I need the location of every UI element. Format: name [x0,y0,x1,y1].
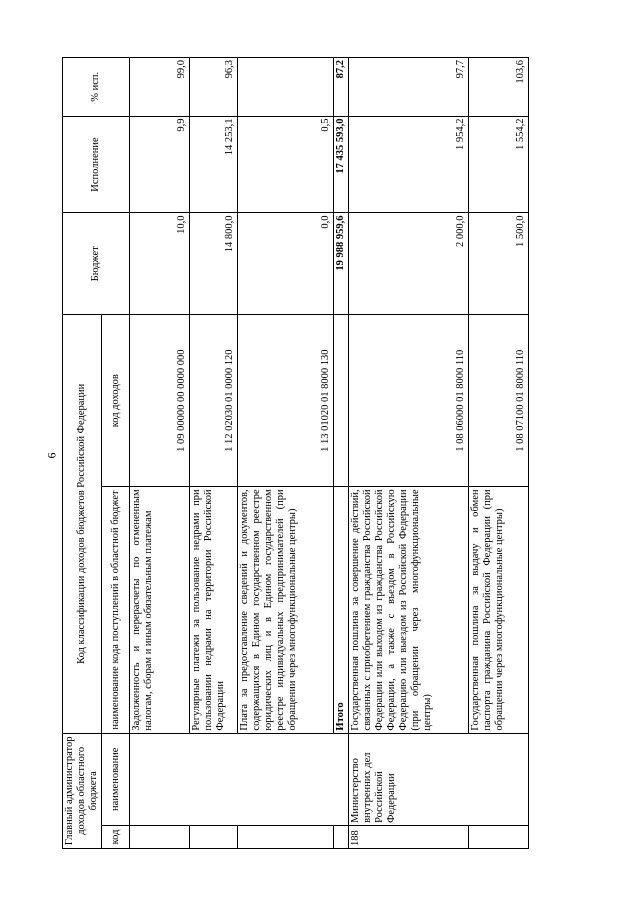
admin-code-cell [190,825,238,848]
table-row [190,58,238,849]
revenue-code-cell: 1 08 07100 01 8000 110 [469,315,529,487]
table-row [130,58,190,849]
budget-cell: 14 800,0 [190,213,238,315]
admin-code-cell [130,825,190,848]
budget-cell: 10,0 [130,213,190,315]
budget-cell: 0,0 [238,213,334,315]
header-budget: Бюджет [63,213,130,315]
header-classif-name: наименование кода поступлений в областной бюджет [102,487,130,733]
execution-cell: 14 253,1 [190,116,238,213]
header-classif-code: код доходов [102,315,130,487]
header-admin-group: Главный администратор доходов областного бюджета [63,733,102,848]
budget-cell: 1 500,0 [469,213,529,315]
total-percent-cell: 87,2 [334,58,349,117]
table-row [238,58,334,849]
total-budget-cell: 19 988 959,6 [334,213,349,315]
execution-cell: 1 954,2 [349,116,469,213]
header-admin-code: код [102,825,130,848]
revenue-code-cell [334,315,349,487]
revenue-table [62,57,529,849]
admin-name-cell: Министерство внутренних дел Российской Федерации [349,733,529,825]
admin-code-cell [334,825,349,848]
percent-cell: 103,6 [469,58,529,117]
admin-name-cell [130,733,349,825]
admin-code-cell [238,825,334,848]
total-execution-cell: 17 435 593,0 [334,116,349,213]
table-row [349,58,469,849]
revenue-code-cell: 1 09 00000 00 0000 000 [130,315,190,487]
revenue-name-cell: Регулярные платежи за пользование недрами при пользовании недрами на территории Российской Федерации [190,487,238,733]
revenue-code-cell: 1 13 01020 01 8000 130 [238,315,334,487]
percent-cell: 99,0 [130,58,190,117]
header-execution: Исполнение [63,116,130,213]
budget-cell: 2 000,0 [349,213,469,315]
revenue-name-cell: Государственная пошлина за выдачу и обмен паспорта гражданина Российской Федерации (при обращении через многофункциональные центры) [469,487,529,733]
table-row-total [334,58,349,849]
page-number: 6 [44,452,59,459]
execution-cell: 0,5 [238,116,334,213]
revenue-code-cell: 1 12 02030 01 0000 120 [190,315,238,487]
header-classif-group: Код классификации доходов бюджетов Российской Федерации [63,315,102,734]
execution-cell: 1 554,2 [469,116,529,213]
header-percent: % исп. [63,58,130,117]
revenue-code-cell: 1 08 06000 01 8000 110 [349,315,469,487]
execution-cell: 9,9 [130,116,190,213]
total-label: Итого [334,487,349,733]
revenue-name-cell: Плата за предоставление сведений и документов, содержащихся в Едином государственном реестре юридических лиц и в Едином государственном реестре индивидуальных предпринимателей (при обращении через многофункциональные центры) [238,487,334,733]
header-admin-name: наименование [102,733,130,825]
percent-cell: 97,7 [349,58,469,117]
admin-code-cell: 188 [349,825,469,848]
percent-cell [238,58,334,117]
revenue-name-cell: Государственная пошлина за совершение действий, связанных с приобретением гражданства Российской Федерации или выходом из гражданства Российской Федерации, а также с въездом в Российскую Федерацию или выездом из Российской Федерации (при обращении через многофункциональные центры) [349,487,469,733]
rotated-table-container [62,57,554,849]
table-row [469,58,529,849]
revenue-name-cell: Задолженность и перерасчеты по отмененным налогам, сборам и иным обязательным платежам [130,487,190,733]
admin-code-cell [469,825,529,848]
percent-cell: 96,3 [190,58,238,117]
